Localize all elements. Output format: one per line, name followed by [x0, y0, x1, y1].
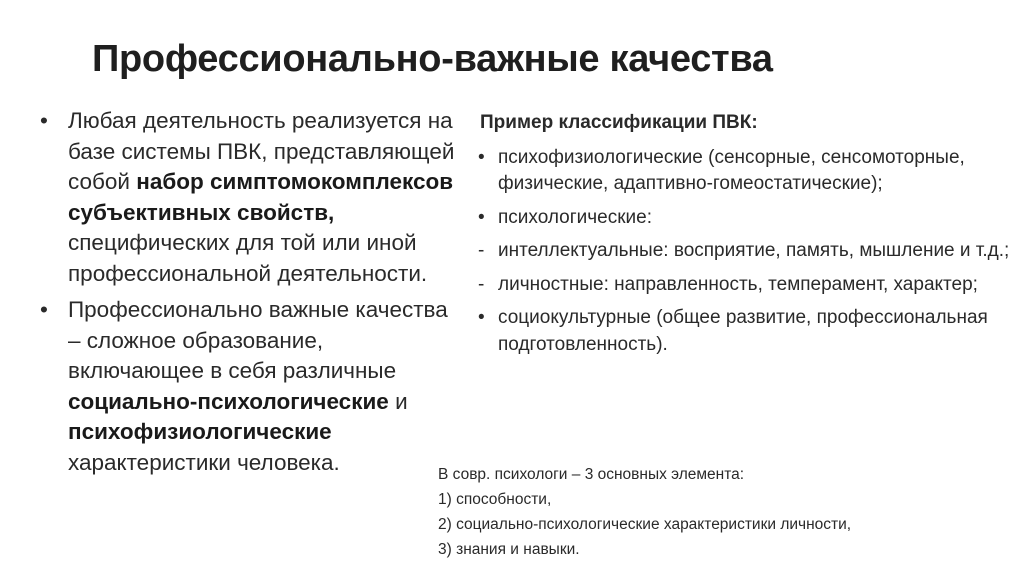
- left-p2-text: Профессионально важные качества – сложное образование, включающее в себя различные: [68, 297, 448, 383]
- left-bullet-item-1: [34, 106, 464, 289]
- classification-subitem: [474, 238, 1014, 265]
- left-p1-bold: набор симптомокомплексов субъективных свойств,: [68, 169, 454, 225]
- elements-note-line: 1) способности,: [438, 491, 552, 508]
- classification-item: [474, 145, 1014, 198]
- left-p2-text-end: характеристики человека.: [68, 449, 340, 475]
- left-p2-bold-1: социально-психологические: [68, 388, 389, 414]
- classification-item: [474, 305, 1014, 358]
- left-p1-text-end: специфических для той или иной профессиональной деятельности.: [68, 230, 428, 286]
- bullet-icon: •: [478, 146, 485, 168]
- classification-subitem: [474, 272, 1014, 299]
- bullet-icon: •: [40, 108, 48, 133]
- bullet-icon: •: [478, 206, 485, 228]
- elements-note-line: В совр. психологи – 3 основных элемента:: [438, 466, 745, 483]
- classification-item-text: психологические:: [498, 206, 652, 228]
- page-title: Профессионально-важные качества: [92, 38, 773, 80]
- classification-item: [474, 205, 1014, 232]
- dash-icon: -: [478, 273, 485, 295]
- elements-note-line: 2) социально-психологические характеристики личности,: [438, 516, 852, 533]
- elements-note: [438, 462, 1018, 562]
- classification-item-text: психофизиологические (сенсорные, сенсомоторные, физические, адаптивно-гомеостатические);: [498, 146, 965, 194]
- left-p2-bold-2: психофизиологические: [68, 419, 332, 444]
- left-bullet-item-2: [34, 295, 464, 478]
- left-column: [34, 106, 464, 484]
- dash-icon: -: [478, 240, 485, 261]
- classification-heading: Пример классификации ПВК:: [480, 112, 758, 133]
- left-p2-conj: и: [388, 388, 408, 414]
- classification-item-text: социокультурные (общее развитие, профессиональная подготовленность).: [498, 307, 988, 355]
- classification-item-text: интеллектуальные: восприятие, память, мышление и т.д.;: [498, 240, 1010, 261]
- classification-item-text: личностные: направленность, темперамент, характер;: [498, 273, 978, 295]
- right-column: [474, 110, 1014, 365]
- elements-note-line: 3) знания и навыки.: [438, 541, 580, 558]
- bullet-icon: •: [478, 307, 485, 328]
- bullet-icon: •: [40, 297, 48, 322]
- left-p1-text: Любая деятельность реализуется на базе системы ПВК, представляющей собой: [68, 108, 455, 194]
